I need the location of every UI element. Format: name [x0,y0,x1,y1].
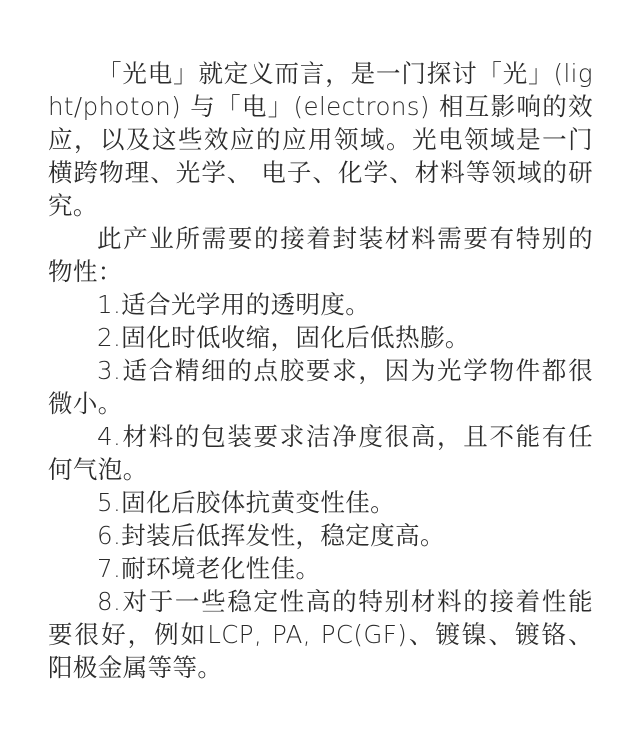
paragraph-intro: 「光电」就定义而言，是一门探讨「光」(light/photon) 与「电」(electrons) 相互影响的效应，以及这些效应的应用领域。光电领域是一门横跨物理、光学、 电子、化学、材料等领域的研究。 [48,59,593,220]
list-item-transparency: 1.适合光学用的透明度。 [97,290,371,319]
list-item-adhesion: 8.对于一些稳定性高的特别材料的接着性能要很好，例如LCP, PA, PC(GF)、镀镍、镀铬、阳极金属等等。 [48,587,593,682]
list-item-dispensing: 3.适合精细的点胶要求，因为光学物件都很微小。 [48,356,593,418]
list-item-anti-yellowing: 5.固化后胶体抗黄变性佳。 [97,488,396,517]
list-item-aging-resistance: 7.耐环境老化性佳。 [97,554,321,583]
list-item-cleanliness: 4.材料的包装要求洁净度很高，且不能有任何气泡。 [48,422,593,484]
document-body [48,57,593,684]
list-item-shrinkage: 2.固化时低收缩，固化后低热膨。 [97,323,470,352]
list-item-low-volatility: 6.封装后低挥发性，稳定度高。 [97,521,445,550]
paragraph-requirements-lead: 此产业所需要的接着封装材料需要有特别的物性： [48,224,593,286]
